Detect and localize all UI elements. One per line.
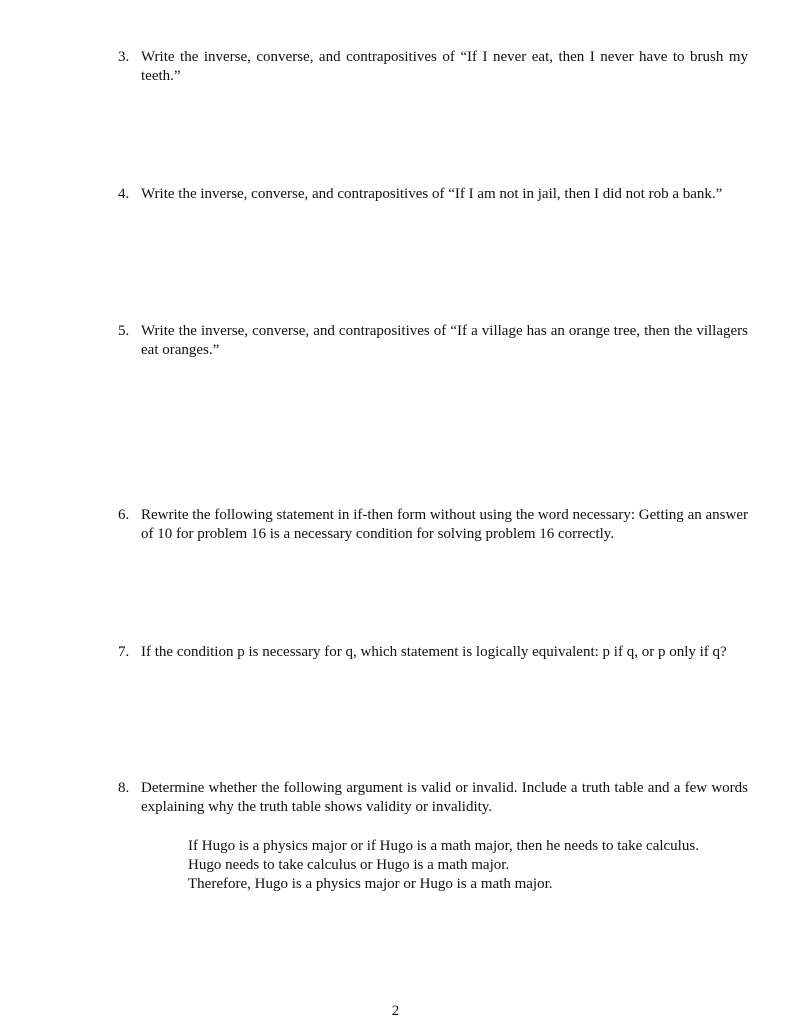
problem-5 bbox=[118, 322, 748, 360]
problem-text: Write the inverse, converse, and contrapositives of “If a village has an orange tree, then the villagers eat oranges.” bbox=[141, 323, 748, 358]
problem-number: 3. bbox=[118, 49, 130, 65]
problem-text: If the condition p is necessary for q, which statement is logically equivalent: p if q, or p only if q? bbox=[141, 644, 727, 660]
problem-6 bbox=[118, 506, 748, 544]
page-number: 2 bbox=[391, 1003, 400, 1019]
problem-4 bbox=[118, 185, 748, 204]
argument-conclusion: Therefore, Hugo is a physics major or Hugo is a math major. bbox=[188, 876, 553, 892]
problem-number: 6. bbox=[118, 507, 130, 523]
problem-text: Determine whether the following argument is valid or invalid. Include a truth table and a few words explaining why the truth table shows validity or invalidity. bbox=[141, 780, 748, 815]
problem-number: 4. bbox=[118, 186, 130, 202]
problem-text: Write the inverse, converse, and contrapositives of “If I am not in jail, then I did not rob a bank.” bbox=[141, 186, 723, 202]
problem-3 bbox=[118, 48, 748, 86]
problem-text: Rewrite the following statement in if-then form without using the word necessary: Getting an answer of 10 for problem 16 is a necessary condition for solving problem 16 correctly. bbox=[141, 507, 748, 542]
argument-block bbox=[188, 837, 748, 894]
problem-8 bbox=[118, 779, 748, 894]
problem-text: Write the inverse, converse, and contrapositives of “If I never eat, then I never have to brush my teeth.” bbox=[141, 49, 748, 84]
argument-premise-1: If Hugo is a physics major or if Hugo is a math major, then he needs to take calculus. bbox=[188, 838, 699, 854]
problem-7 bbox=[118, 643, 748, 662]
problem-number: 8. bbox=[118, 780, 130, 796]
problem-number: 7. bbox=[118, 644, 130, 660]
argument-premise-2: Hugo needs to take calculus or Hugo is a math major. bbox=[188, 857, 510, 873]
problem-number: 5. bbox=[118, 323, 130, 339]
